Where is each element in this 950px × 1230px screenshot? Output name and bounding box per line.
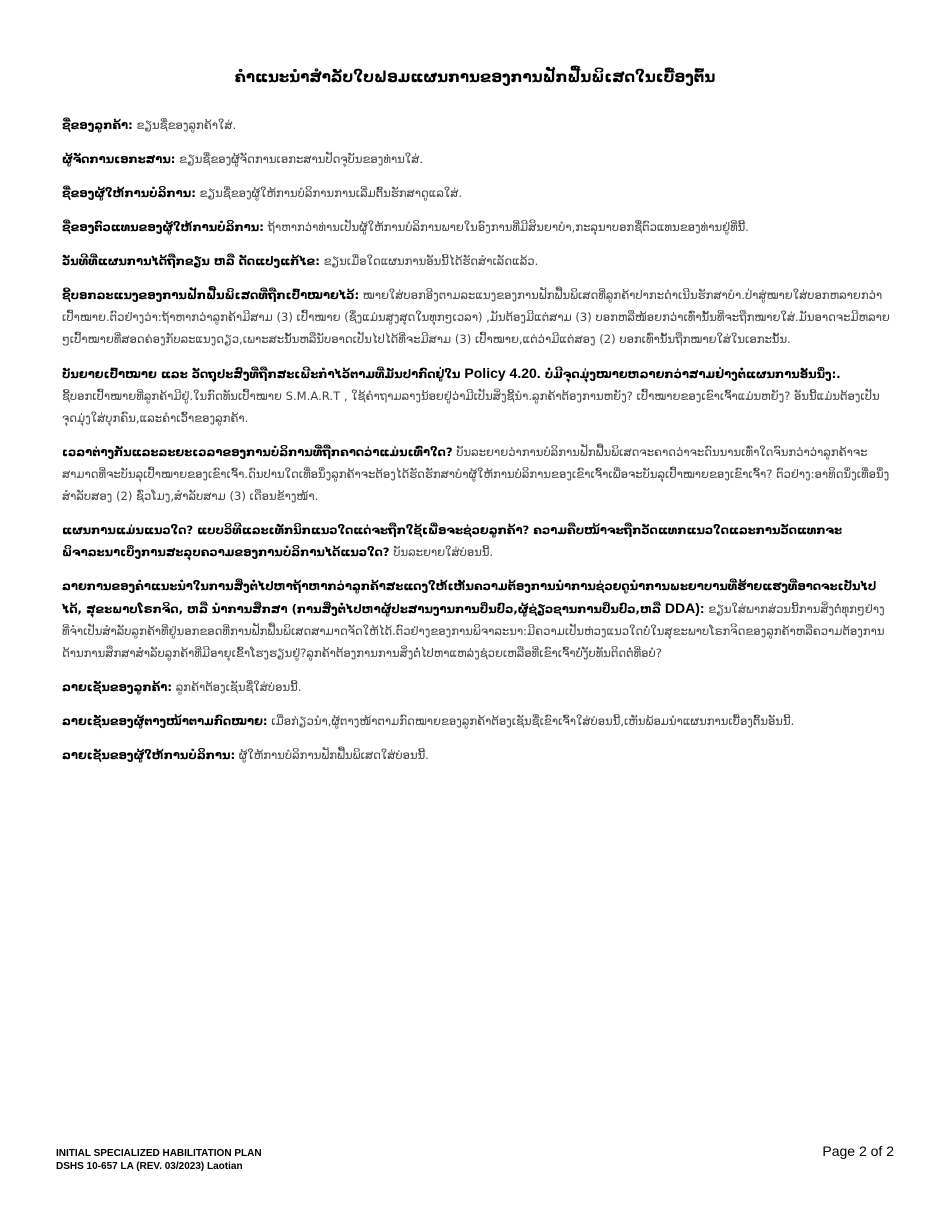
field-label-tail: ບໍ່ມີຈຸດມຸ່ງໝາຍຫລາຍກວ່າສາມຢ່າງຕໍ່ແຜນການອັນນຶ່ງ:. bbox=[544, 367, 841, 381]
instructions-list bbox=[62, 114, 892, 778]
field-description: ລູກຄ້າຕ້ອງເຊັນຊື່ໃສ່ບ່ອນນີ້. bbox=[175, 680, 302, 694]
field-description: ບັນລະຍາຍໃສ່ບ່ອນນີ້. bbox=[393, 545, 494, 559]
form-name: INITIAL SPECIALIZED HABILITATION PLAN bbox=[56, 1148, 262, 1159]
field-description: ຂຽນຊື່ຂອງຜູ້ໃຫ້ການບໍລິການການເລີ່ມຕົ້ນຮັກສາດູແລໃສ່. bbox=[199, 186, 463, 200]
field-description: ຂຽນຊື່ຂອງລູກຄ້າໃສ່. bbox=[136, 118, 237, 132]
instruction-plan-methods bbox=[62, 519, 892, 563]
instruction-referrals bbox=[62, 575, 892, 664]
field-description: ເມື່ອກ່ຽວນໍາ,ຜູ້ຕາງໜ້າຕາມກົດໝາຍຂອງລູກຄ້າຕ້ອງເຊັນຊື່ເຂົາເຈົ້າໃສ່ບ່ອນນີ້,ເຫັນພ້ອມນໍາແຜນການເບື້ອງຕົ້ນອັນນີ້. bbox=[271, 714, 795, 728]
instruction-provider-signature bbox=[62, 744, 892, 766]
instruction-legal-rep-signature bbox=[62, 710, 892, 732]
instruction-provider-name bbox=[62, 182, 892, 204]
field-label-text: ລາຍການຂອງຄໍາແນະນໍາໃນການສິ່ງຕໍ່ໄປຫາຖ້າຫາກວ່າລູກຄ້າສະແດງໃຫ້ເຫັນຄວາມຕ້ອງການນໍາການຊ່ວຍດູນໍາການພະຍາບານທີ່ຮ້າຍແຮງທີ່ອາດຈະເປັນໄປໄດ້, ສຸຂະພາບໂຣກຈິດ, ຫລື ນໍາການສຶກສາ (ການສິ່ງຕໍ່ໄປຫາຜູ້ປະສານງານການປິ່ນປົວ,ຜູ້ຊ່ຽວຊານການປິ່ນປົວ,ຫລື bbox=[62, 579, 877, 616]
field-description: ຖ້າຫາກວ່າທ່ານເປັນຜູ້ໃຫ້ການບໍລິການພາຍໃນອົງການທີ່ມີສິນຍາບໍາ,ກະລຸນາບອກຊື່ຕົວແທນຂອງທ່ານຢູ່ທີ່ນີ້. bbox=[267, 220, 749, 234]
instruction-goals-objectives bbox=[62, 362, 892, 429]
form-identifier bbox=[56, 1147, 262, 1173]
instruction-client-name bbox=[62, 114, 892, 136]
field-description: ຂຽນໃສ່ພາກສ່ວນນີ້ການສິ່ງຕໍ່ທຸກໆຢ່າງທີ່ຈໍາເປັນສໍາລັບລູກຄ້າທີ່ຢູ່ນອກຂອດທີ່ການຟັກຟື້ນພິເສດສາມາດຈັດໃຫ້ໄດ້.ຕົວຢ່າງຂອງການພິຈາລະນາ:ມີຄວາມເປັນຫ່ວງແນວໃດບໍ່ໃນສຸຂະພາບໂຣກຈິດຂອງລູກຄ້າຫລືຄວາມຕ້ອງການດ້ານການສຶກສາສໍາລັບລູກຄ້າທີ່ມີອາຍຸເຂົ້າໂຮງຮຽນຢູ່?ລູກຄ້າຕ້ອງການການສິ່ງຕໍ່ໄປຫາແຫລ່ງຊ່ວຍເຫລືອທີ່ເຂົາເຈົ້າບໍ່ງັບທັນຕິດຕໍ່ທີ່ອບໍ? bbox=[62, 602, 885, 660]
field-label: ຊື່ຂອງຕົວແທນຂອງຜູ້ໃຫ້ການບໍລິການ: bbox=[62, 220, 264, 234]
field-label: ເວລາຕ່າງກັນແລະລະຍະເວລາຂອງການບໍລິການທີ່ຖືກຄາດວ່າແມ່ນເທົ່າໃດ? bbox=[62, 445, 453, 459]
instruction-client-signature bbox=[62, 676, 892, 698]
field-label: ຊື່ຂອງຜູ້ໃຫ້ການບໍລິການ: bbox=[62, 186, 196, 200]
page-number: Page 2 of 2 bbox=[822, 1143, 894, 1159]
field-label: ລາຍເຊັນຂອງຜູ້ຕາງໜ້າຕາມກົດໝາຍ: bbox=[62, 714, 268, 728]
instruction-provider-agency bbox=[62, 216, 892, 238]
page-title: ຄໍາແນະນໍາສໍາລັບໃບຟອມແຜນການຂອງການຟັກຟື້ນພິເສດໃນເບື້ອງຕົ້ນ bbox=[234, 68, 716, 86]
field-label: ຊີ້ບອກລະແນງຂອງການຟັກຟື້ນພິເສດທີ່ຖືກເປົ້າໝາຍໄວ້: bbox=[62, 288, 360, 302]
instruction-case-manager bbox=[62, 148, 892, 170]
field-description: ຊີ້ບອກເປົ້າໝາຍທີ່ລູກຄ້າມີຢູ່.ໃນກົດທັນເປົ້າໝາຍ S.M.A.R.T , ໃຊ້ຄໍາຖາມລາງນ້ອຍຢູ່ວ່າມີເປັນສິ່ງຊີ້ນໍາ.ລູກຄ້າຕ້ອງການຫຍັງ? ເປົ້າໝາຍຂອງເຂົາເຈົ້າແມ່ນຫຍັງ? ອັນນີ້ແມ່ນຕ້ອງເປັນຈຸດມຸ່ງໃສ່ບຸກຄົນ,ແລະຄໍາເວົ້າຂອງລູກຄ້າ. bbox=[62, 389, 880, 425]
field-label-text: ບັນຍາຍເປົ້າໝາຍ ແລະ ວັດຖຸປະສົງທີ່ຖືກສະເພີະກໍາໄວ້ຕາມທີ່ມັນປາກົດຢູ່ໃນ bbox=[62, 367, 461, 381]
field-description: ຂຽນຊື່ຂອງຜູ້ຈັດການເອກະສານປັດຈຸບັນຂອງທ່ານໃສ່. bbox=[179, 152, 424, 166]
instruction-targeted-domains bbox=[62, 284, 892, 350]
form-number: DSHS 10-657 LA (REV. 03/2023) Laotian bbox=[56, 1161, 243, 1172]
field-description: ຂຽນເມື່ອໃດແຜນການອັນນີ້ໄດ້ຮັດສໍາເລັດແລ້ວ. bbox=[323, 254, 539, 268]
field-description: ຜູ້ໃຫ້ການບໍລິການຟັກຟື້ນພິເສດໃສ່ບ່ອນນີ້. bbox=[238, 748, 429, 762]
field-label bbox=[62, 367, 841, 381]
field-description: ໝາຍໃສ່ບອກອີງຕາມລະແນງຂອງການຟັກຟື້ນພິເສດທີ່ລູກຄ້າປາກະດຳເນີນຮັກສາບໍາ.ປ່າສູ່ໝາຍໃສ່ບອກຫລາຍກວ່າເປົ້າໝາຍ.ຕົວຢ່າງວ່າ:ຖ້າຫາກວ່າລູກຄ້າມີສາມ (3) ເປົ້າໝາຍ (ຊຶ່ງແມ່ນສູງສຸດໃນທຸກໆເວລາ) ,ມັນຕ້ອງມີແຕ່ສາມ (3) ບອກຫລືໜ້ອຍກວ່າເທົ່ານັ້ນທີ່ຈະຖືກໝາຍໃສ່.ມັນອາດຈະມີຫລາຍໆເປົ້າໝາຍທີ່ສອດຄ່ອງກັບລະແນງດຽວ,ເພາະສະນັ້ນຫລືນັບອາດເປັນໄປໄດ້ທີ່ຈະມີສາມ (3) ເປົ້າໝາຍ,ແຕ່ວ່າມີແຕ່ສອງ (2) ບອກເທົ່ານັ້ນຖືກໝາຍໃສ່ໃນເອກະນັ້ນ. bbox=[62, 288, 890, 346]
field-label: ແຜນການແມ່ນແນວໃດ? ແບບວິທີແລະເທັກນິກແນວໃດແດ່ຈະຖືກໃຊ້ເພື່ອຈະຊ່ວຍລູກຄ້າ? ຄວາມຄືບໜ້າຈະຖືກວັດແທກແນວໃດແລະການວັດແທກຈະພິຈາລະນາເບິ່ງການສະລຸບຄວາມຂອງການບໍລິການໄດ້ແນວໃດ? bbox=[62, 523, 843, 559]
field-description: ບັນລະຍາຍວ່າການບໍລິການຟັກຟື້ນພິເສດຈະຄາດວ່າຈະດົນນານເທົ່າໃດຈົນກວ່າວ່າລູກຄ້າຈະສາມາດທີ່ຈະບັນລຸເປົ້າໝາຍຂອງເຂົາເຈົ້າ.ດົນປານໃດເທື່ອນຶ່ງລູກຄ້າຈະຕ້ອງໄດ້ຮັດຮັກສາບໍາຜູ້ໃຫ້ການບໍລິການຂອງເຂົາເຈົ້າເພື່ອຈະບັນລຸເປົ້າໝາຍຂອງເຂົາເຈົ້າ? ຕົວຢ່າງ:ອາທິດນຶ່ງເທື່ອນຶ່ງສໍາລັບສອງ (2) ຊົ່ວໂມງ,ສໍາລັບສາມ (3) ເດືອນຂ້າງໜ້າ. bbox=[62, 445, 890, 503]
field-label: ລາຍເຊັນຂອງຜູ້ໃຫ້ການບໍລິການ: bbox=[62, 748, 236, 762]
field-label: ວັນທີທີ່ແຜນການໄດ້ຖືກຂຽນ ຫລື ດັດແປງແກ້ໄຂ: bbox=[62, 254, 320, 268]
dda-reference: DDA): bbox=[664, 600, 705, 616]
field-label: ຜູ້ຈັດການເອກະສານ: bbox=[62, 152, 176, 166]
field-label: ຊື່ຂອງລູກຄ້າ: bbox=[62, 118, 133, 132]
instruction-plan-date bbox=[62, 250, 892, 272]
instruction-frequency-duration bbox=[62, 441, 892, 507]
policy-reference: Policy 4.20. bbox=[464, 365, 541, 381]
field-label: ລາຍເຊັນຂອງລູກຄ້າ: bbox=[62, 680, 172, 694]
